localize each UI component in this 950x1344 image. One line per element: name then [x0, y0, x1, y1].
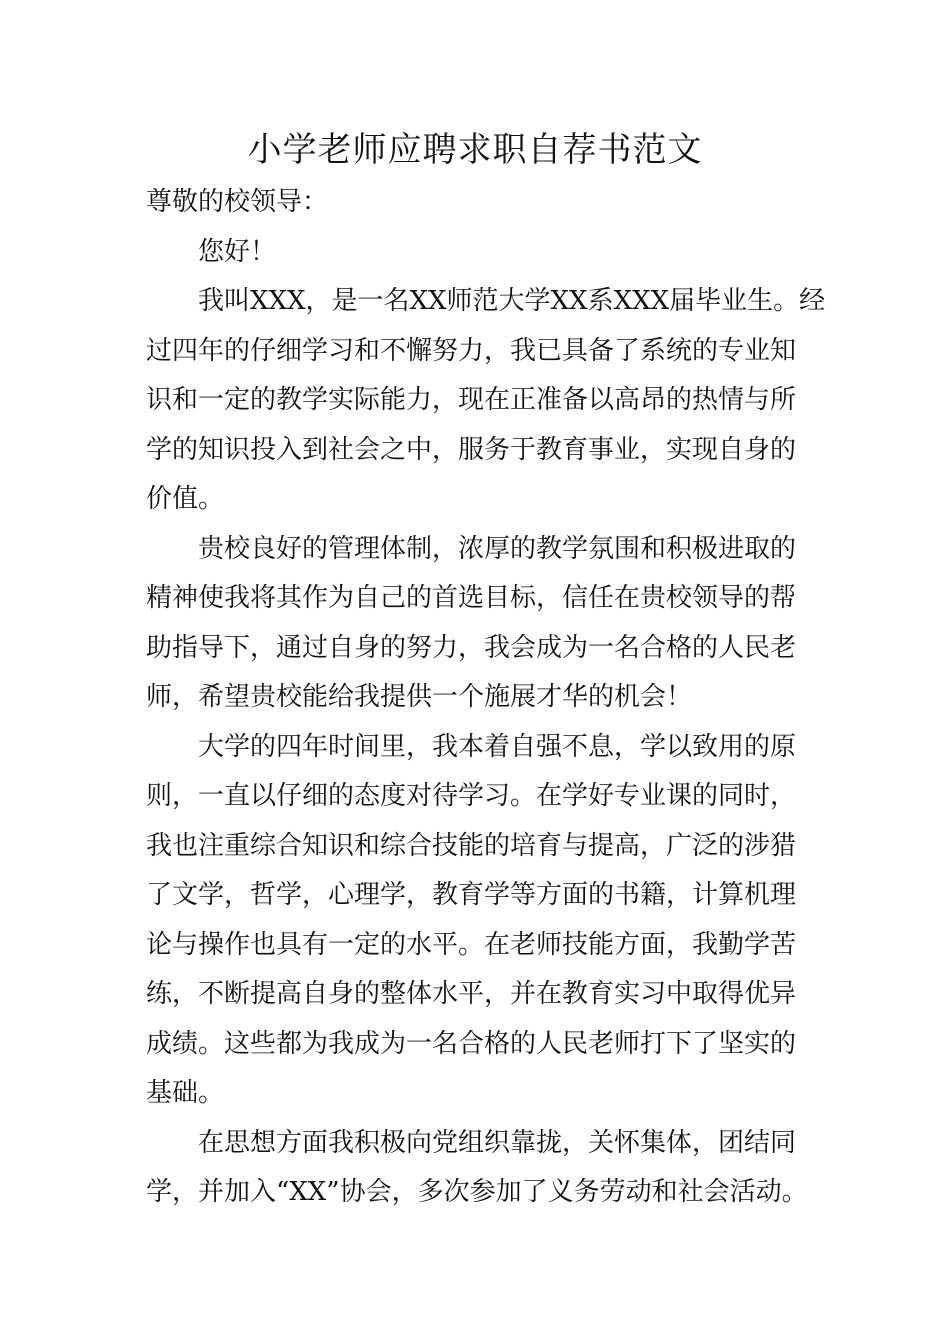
greeting: 您好！	[198, 236, 277, 267]
paragraph-line: 过四年的仔细学习和不懈努力，我已具备了系统的专业知	[146, 335, 797, 366]
paragraph-line: 我也注重综合知识和综合技能的培育与提高，广泛的涉猎	[146, 830, 797, 861]
paragraph-line: 则，一直以仔细的态度对待学习。在学好专业课的同时，	[146, 781, 797, 811]
paragraph-line: 成绩。这些都为我成为一名合格的人民老师打下了坚实的	[146, 1028, 797, 1059]
document-title: 小学老师应聘求职自荐书范文	[247, 130, 703, 170]
paragraph-line: 我叫XXX，是一名XX师范大学XX系XXX届毕业生。经	[198, 286, 826, 316]
paragraph-line: 了文学，哲学，心理学，教育学等方面的书籍，计算机理	[146, 880, 797, 910]
paragraph-line: 师，希望贵校能给我提供一个施展才华的机会！	[146, 682, 693, 712]
letter-paragraphs	[146, 277, 826, 1218]
paragraph-line: 论与操作也具有一定的水平。在老师技能方面，我勤学苦	[146, 929, 797, 960]
paragraph-line: 贵校良好的管理体制，浓厚的教学氛围和积极进取的	[198, 533, 797, 564]
letter-body	[146, 178, 826, 1218]
paragraph-line: 基础。	[146, 1078, 225, 1108]
paragraph-line: 在思想方面我积极向党组织靠拢，关怀集体，团结同	[198, 1127, 797, 1158]
salutation: 尊敬的校领导：	[146, 187, 329, 217]
paragraph-line: 助指导下，通过自身的努力，我会成为一名合格的人民老	[146, 632, 797, 663]
paragraph-line: 精神使我将其作为自己的首选目标，信任在贵校领导的帮	[146, 583, 797, 613]
paragraph-line: 价值。	[146, 484, 225, 514]
paragraph-line: 练，不断提高自身的整体水平，并在教育实习中取得优异	[146, 979, 797, 1009]
paragraph-line: 识和一定的教学实际能力，现在正准备以高昂的热情与所	[146, 385, 797, 415]
paragraph-line: 大学的四年时间里，我本着自强不息，学以致用的原	[198, 731, 797, 762]
paragraph-line: 学的知识投入到社会之中，服务于教育事业，实现自身的	[146, 434, 797, 465]
paragraph-line: 学，并加入“XX”协会，多次参加了义务劳动和社会活动。	[146, 1177, 808, 1207]
